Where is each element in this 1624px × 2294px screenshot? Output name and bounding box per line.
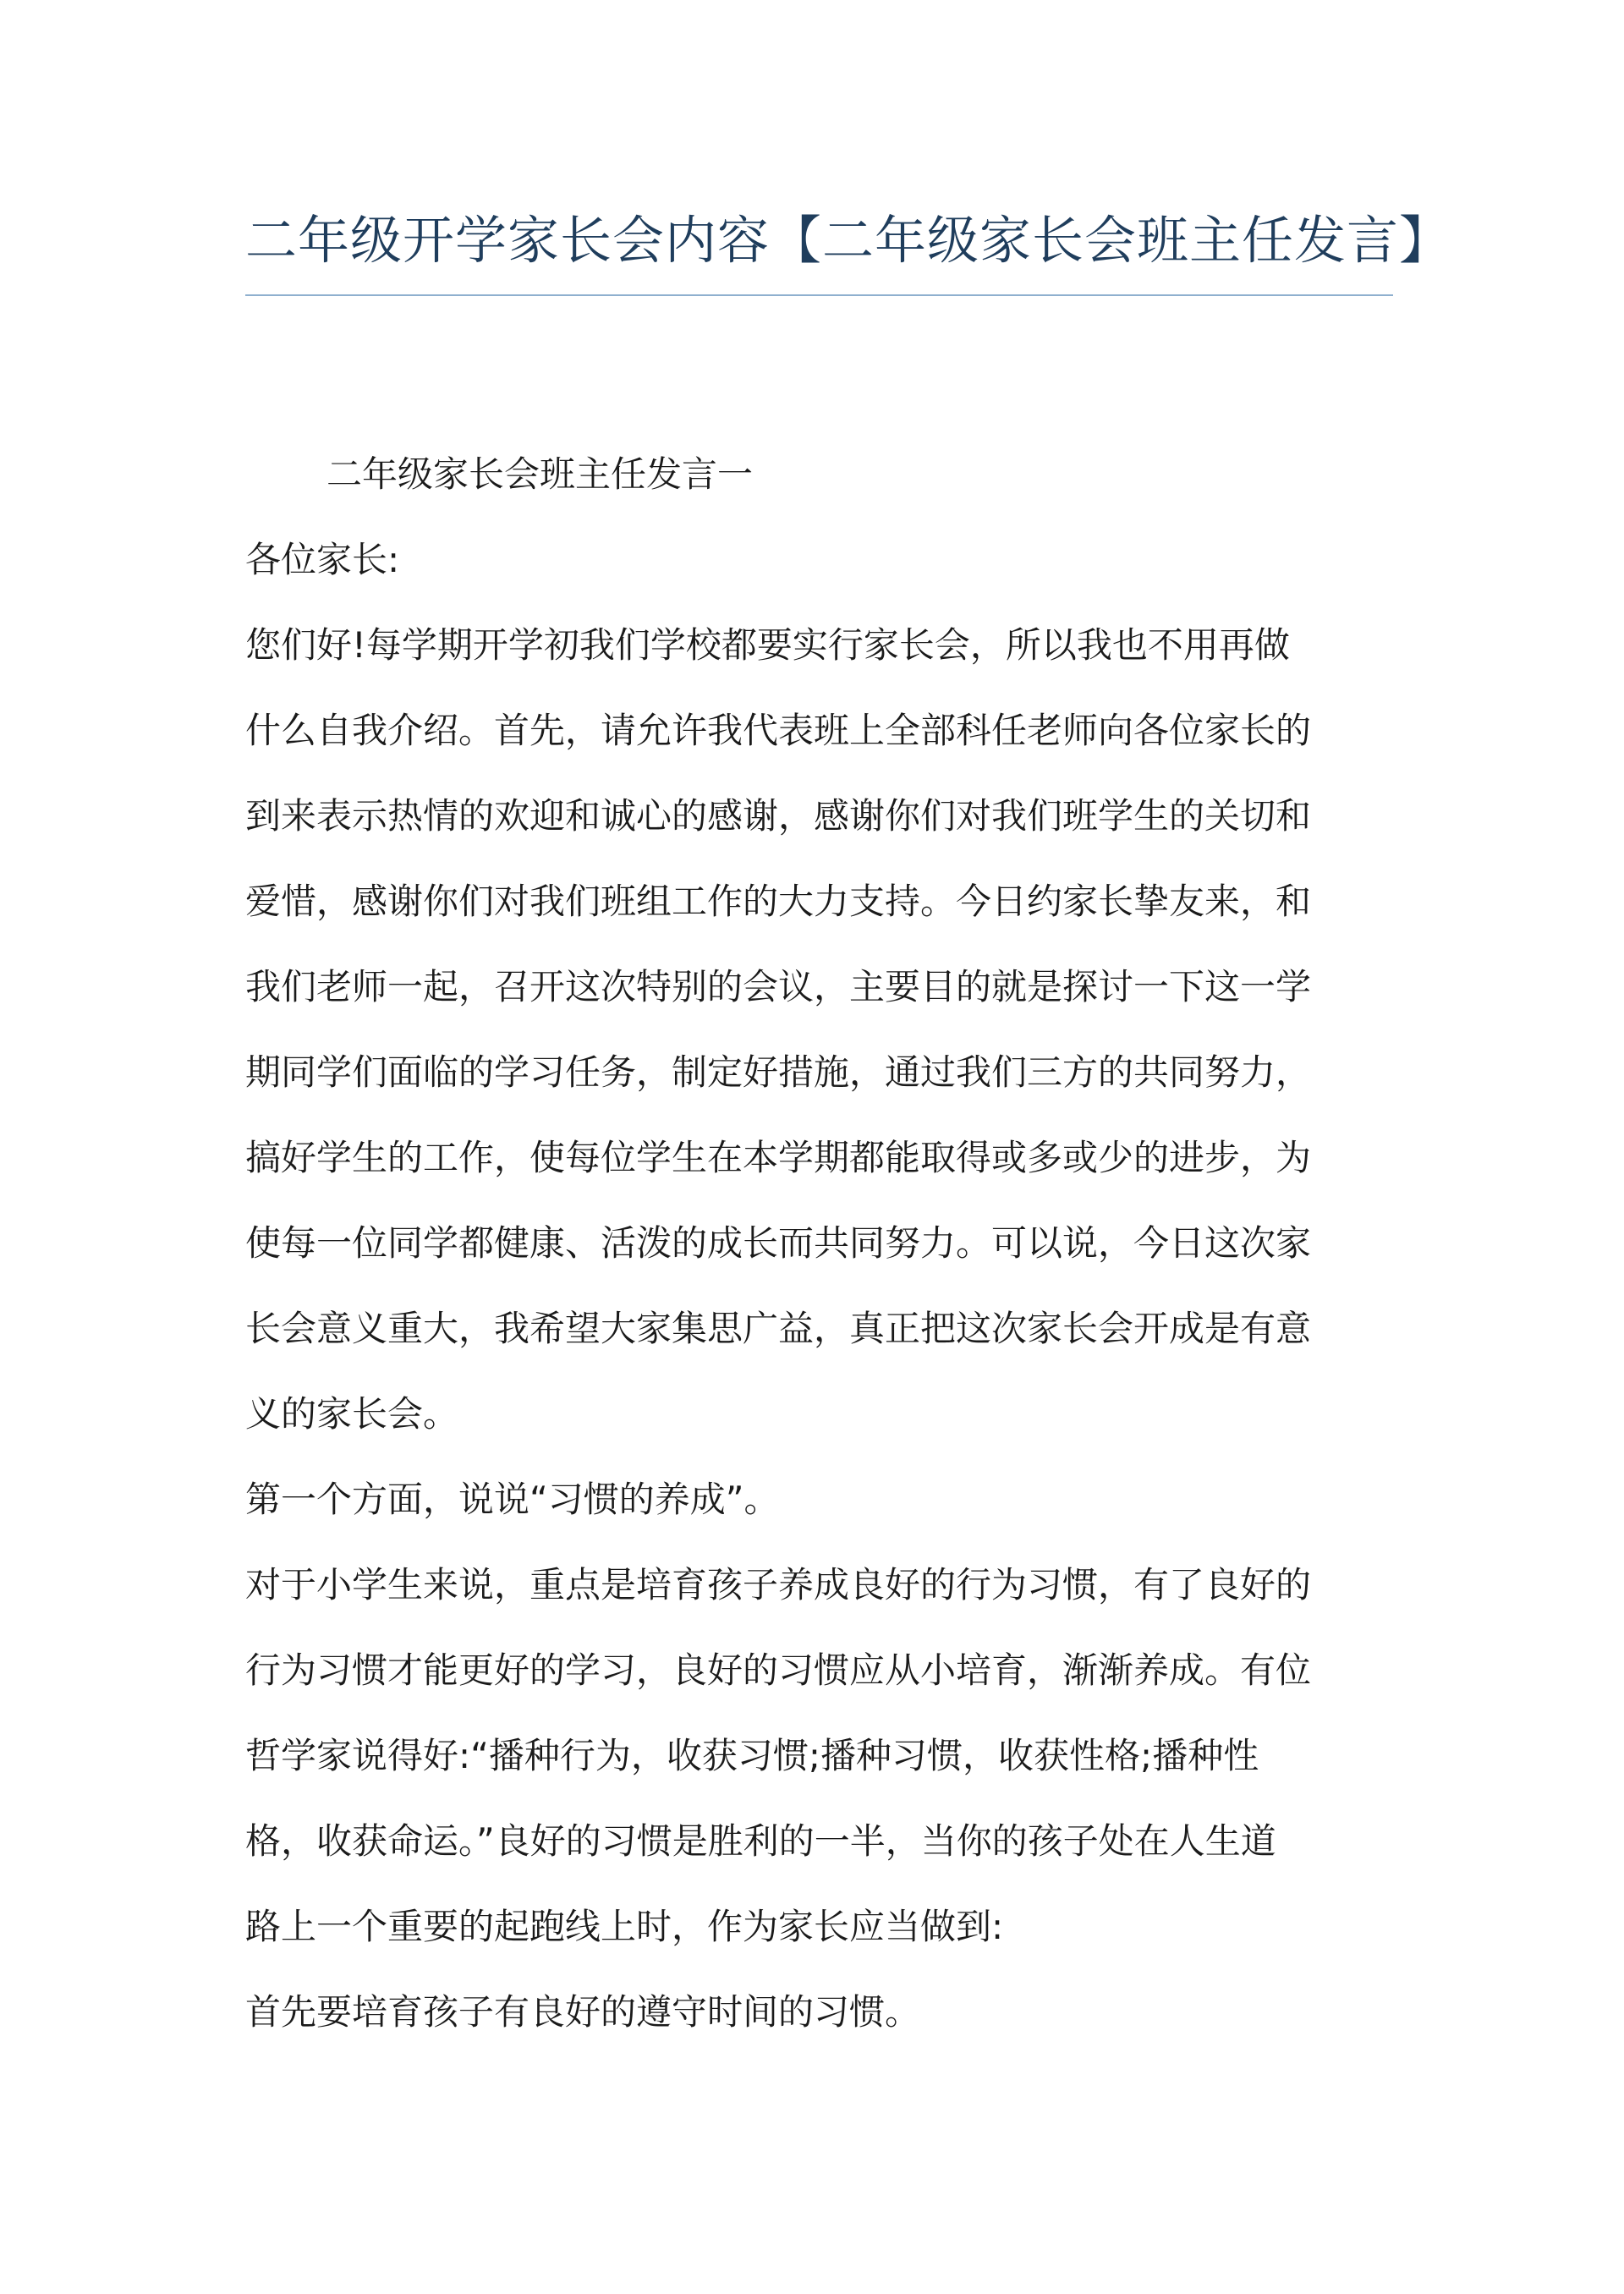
paragraph-line: 搞好学生的工作，使每位学生在本学期都能取得或多或少的进步，为 xyxy=(245,1137,1312,1178)
title-underline xyxy=(245,294,1393,296)
paragraph-line: 什么自我介绍。首先，请允许我代表班上全部科任老师向各位家长的 xyxy=(245,710,1312,751)
paragraph-line: 格，收获命运。”良好的习惯是胜利的一半，当你的孩子处在人生道 xyxy=(245,1820,1276,1862)
paragraph-line: 期同学们面临的学习任务，制定好措施，通过我们三方的共同努力， xyxy=(245,1051,1312,1093)
document-body xyxy=(245,431,1404,2055)
section-heading: 二年级家长会班主任发言一 xyxy=(326,453,754,495)
paragraph-line: 爱惜，感谢你们对我们班组工作的大力支持。今日约家长挚友来，和 xyxy=(245,881,1312,922)
paragraph-line: 长会意义重大，我希望大家集思广益，真正把这次家长会开成是有意 xyxy=(245,1308,1312,1349)
document-title: 二年级开学家长会内容【二年级家长会班主任发言】 xyxy=(245,211,1452,271)
paragraph-line: 我们老师一起，召开这次特别的会议，主要目的就是探讨一下这一学 xyxy=(245,966,1312,1007)
paragraph-line: 对于小学生来说，重点是培育孩子养成良好的行为习惯，有了良好的 xyxy=(245,1564,1312,1605)
paragraph-line: 到来表示热情的欢迎和诚心的感谢，感谢你们对我们班学生的关切和 xyxy=(245,795,1312,837)
paragraph-line: 使每一位同学都健康、活泼的成长而共同努力。可以说，今日这次家 xyxy=(245,1222,1312,1264)
paragraph-line: 行为习惯才能更好的学习，良好的习惯应从小培育，渐渐养成。有位 xyxy=(245,1649,1312,1691)
subsection-heading: 第一个方面，说说“习惯的养成”。 xyxy=(245,1479,780,1520)
paragraph-line: 路上一个重要的起跑线上时，作为家长应当做到: xyxy=(245,1906,1004,1947)
salutation: 各位家长: xyxy=(245,539,400,580)
paragraph-line: 义的家长会。 xyxy=(245,1393,459,1435)
paragraph-line: 首先要培育孩子有良好的遵守时间的习惯。 xyxy=(245,1991,921,2033)
paragraph-line: 您们好!每学期开学初我们学校都要实行家长会，所以我也不用再做 xyxy=(245,624,1290,666)
paragraph-line: 哲学家说得好:“播种行为，收获习惯;播种习惯，收获性格;播种性 xyxy=(245,1735,1259,1776)
